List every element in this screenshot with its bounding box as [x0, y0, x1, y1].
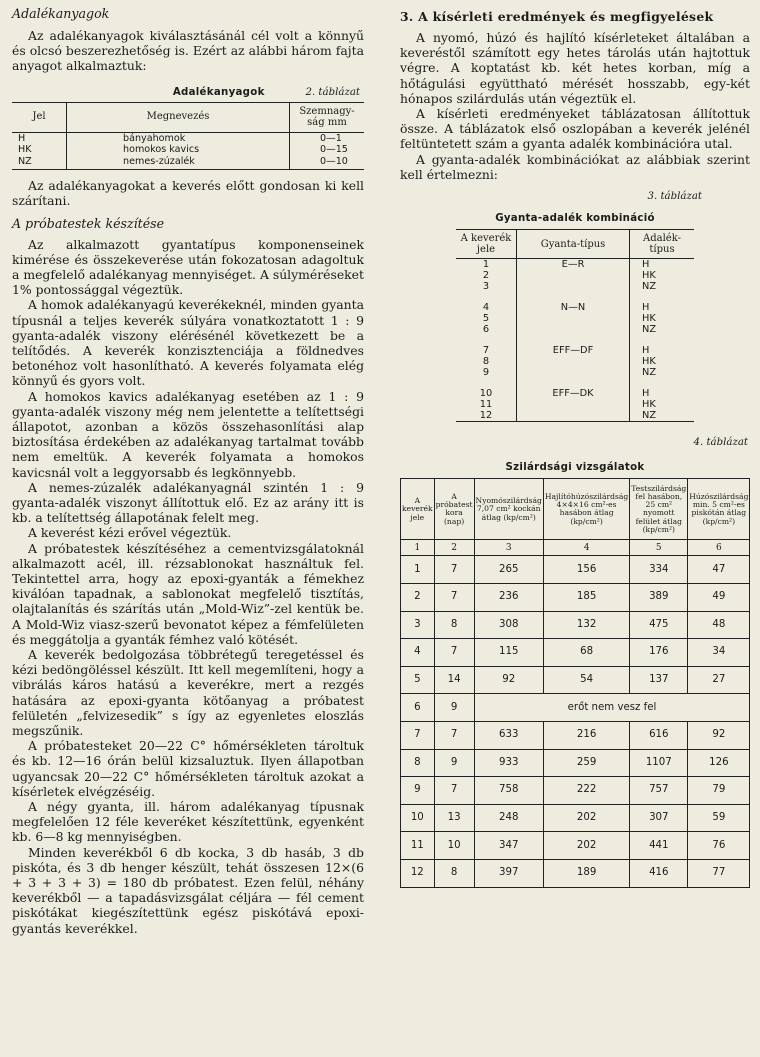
column-index: 3 [474, 540, 543, 556]
paragraph: A kísérleti eredményeket táblázatosan állítottuk össze. A táblázatok első oszlopában a keverék jelénél feltüntetett szám a gyanta adalék kombinációra utal. [400, 106, 750, 152]
resin-type [517, 270, 630, 281]
table-row [456, 399, 694, 410]
table-cell: 216 [543, 722, 629, 750]
table-cell: 389 [630, 584, 688, 612]
table4-header: Testszilárdság fel hasábon, 25 cm² nyomott felület átlag (kp/cm²) [630, 479, 688, 540]
aggregate-type: HK [642, 356, 656, 368]
mix-number: 1 [482, 259, 490, 271]
mix-number: 12 [456, 410, 517, 422]
table-cell: 27 [688, 666, 750, 694]
table4-label: 4. táblázat [693, 437, 748, 449]
table-row [401, 777, 750, 805]
table-cell: 1107 [630, 749, 688, 777]
mix-number: 5 [482, 313, 490, 325]
table-row [401, 722, 750, 750]
table-cell: 7 [434, 584, 474, 612]
table2-title: Adalékanyagok [172, 86, 265, 98]
aggregate-type: HK [642, 270, 656, 282]
table-cell: 9 [401, 777, 435, 805]
table3-header-mix: A keverék jele [456, 230, 517, 259]
table-row [456, 313, 694, 324]
table-cell: 9 [434, 749, 474, 777]
table-cell: 757 [630, 777, 688, 805]
table4-header: Húzószilárdság min. 5 cm²-es piskótán átlag (kp/cm²) [688, 479, 750, 540]
table-cell: 8 [434, 611, 474, 639]
paragraph: Az alkalmazott gyantatípus komponenseinek kimérése és összekeverése után fokozatosan adagoltuk a megfelelő adalékanyag mennyiséget. A súlyméréseket 1% pontossággal végeztük. [12, 236, 364, 298]
table3-caption [400, 190, 750, 203]
table-cell: 48 [688, 611, 750, 639]
mix-number: 6 [482, 324, 490, 336]
table-cell: 7 [434, 556, 474, 584]
aggregate-type: NZ [642, 367, 657, 379]
table-cell: 259 [543, 749, 629, 777]
resin-type [517, 367, 630, 378]
table-row [12, 156, 364, 170]
table-row [456, 270, 694, 281]
aggregates-intro: Az adalékanyagok kiválasztásánál cél volt a könnyű és olcsó beszerezhetőség is. Ezért az alábbi három fajta anyagot alkalmaztuk: [12, 28, 364, 74]
paragraph: Minden keverékből 6 db kocka, 3 db hasáb, 3 db piskóta, és 3 db henger készült, tehát összesen 12×(6 + 3 + 3 + 3) = 180 db próbatest. Ezen felül, néhány keverékből — a tapadásvizsgálat céljára — fél cement piskótákat kiegészítettünk egész piskótává epoxi-gyantás keverékkel. [12, 844, 364, 936]
drying-note: Az adalékanyagokat a keverés előtt gondosan ki kell szárítani. [12, 178, 364, 209]
column-index: 2 [434, 540, 474, 556]
aggregate-type: HK [642, 399, 656, 411]
table4-header: Nyomószilárdság 7,07 cm² kockán átlag (kp/cm²) [474, 479, 543, 540]
mix-number: 3 [482, 281, 490, 293]
table-cell: 758 [474, 777, 543, 805]
table-cell: 7 [401, 722, 435, 750]
mix-number: 2 [482, 270, 490, 282]
table-cell: 92 [688, 722, 750, 750]
resin-type [517, 410, 630, 422]
table-cell: 475 [630, 611, 688, 639]
table-row [456, 259, 694, 271]
resin-type [517, 324, 630, 335]
table-cell: H [18, 132, 26, 144]
table3-label: 3. táblázat [647, 191, 702, 203]
table-cell: 265 [474, 556, 543, 584]
table-cell: 202 [543, 832, 629, 860]
table-row [456, 356, 694, 367]
table2-header-size: Szemnagy-ság mm [290, 102, 365, 132]
table-cell: 416 [630, 859, 688, 887]
table-cell: NZ [12, 156, 67, 170]
mix-number: 8 [482, 356, 490, 368]
table-cell: 616 [630, 722, 688, 750]
table-cell: 1 [401, 556, 435, 584]
table-cell: 307 [630, 804, 688, 832]
table-cell: 3 [401, 611, 435, 639]
table-cell: 633 [474, 722, 543, 750]
table4-header: Hajlítóhúzószilárdság 4×4×16 cm²-es hasábon átlag (kp/cm²) [543, 479, 629, 540]
table2-header-name: Megnevezés [67, 102, 290, 132]
table-cell: 11 [401, 832, 435, 860]
table-cell: 79 [688, 777, 750, 805]
table-cell: 8 [434, 859, 474, 887]
table-row [401, 804, 750, 832]
table-cell: 12 [401, 859, 435, 887]
table-cell: 13 [434, 804, 474, 832]
table4-title: Szilárdsági vizsgálatok [505, 462, 645, 474]
paragraph: A nyomó, húzó és hajlító kísérleteket általában a keveréstől számított egy hetes tárolás után hajtottuk végre. A koptatást kb. két hetes korban, míg a hőtágulási együttható mérését hosszabb, egy-két hónapos szilárdulás után végeztük el. [400, 30, 750, 106]
table2-label: 2. táblázat [305, 86, 360, 98]
resin-type: N—N [517, 302, 630, 313]
paragraph: A keverést kézi erővel végeztük. [28, 525, 232, 541]
paragraph: A próbatestek készítéséhez a cementvizsgálatoknál alkalmazott acél, ill. rézsablonokat használtuk fel. Tekintettel arra, hogy az epoxi-gyanták a fémekhez kiválóan tapadnak, a sablonokat megfelelő tisztítás, olajtalanítás és szárítás után „Mold-Wiz”-zel kentük be. A Mold-Wiz viasz-szerű bevonatot képez a fémfelületen és meggátolja a gyanták fémhez való kötését. [12, 540, 364, 647]
table2-caption [12, 86, 364, 99]
table-cell: 334 [630, 556, 688, 584]
table-resin-aggregate [456, 229, 694, 422]
table-cell: 126 [688, 749, 750, 777]
aggregate-type: H [642, 302, 650, 314]
column-index: 4 [543, 540, 629, 556]
aggregate-type: NZ [630, 410, 695, 422]
table-row [401, 666, 750, 694]
table-spacer [456, 292, 694, 302]
aggregate-type: H [642, 345, 650, 357]
right-column [400, 0, 750, 888]
table-cell: 236 [474, 584, 543, 612]
table-aggregates [12, 102, 364, 171]
table-cell: 6 [401, 694, 435, 722]
paragraph: A homok adalékanyagú keverékeknél, minden gyanta típusnál a teljes keverék súlyára vonatkoztatott 1 : 9 gyanta-adalék viszony elérésénél következett be a telítődés. A keverék konzisztenciája a földnedves betonéhoz volt hasonlítható. A keverés folyamata elég könnyű és gyors volt. [12, 297, 364, 389]
table-cell: 189 [543, 859, 629, 887]
table-cell: 933 [474, 749, 543, 777]
mix-number: 11 [479, 399, 493, 411]
table-row [401, 556, 750, 584]
table-cell: 115 [474, 639, 543, 667]
resin-type [517, 281, 630, 292]
table-cell: 77 [688, 859, 750, 887]
table-cell: 137 [630, 666, 688, 694]
table-cell: nemes-zúzalék [67, 156, 290, 170]
table-row [401, 694, 750, 722]
aggregate-type: NZ [642, 281, 657, 293]
table-row [401, 611, 750, 639]
table-cell: 176 [630, 639, 688, 667]
table-cell: homokos kavics [67, 144, 290, 156]
table-cell: 397 [474, 859, 543, 887]
table-cell: 7 [434, 722, 474, 750]
table4-header: A próbatest kora (nap) [434, 479, 474, 540]
section-heading-specimens: A próbatestek készítése [12, 215, 165, 231]
paragraph: A keverék bedolgozása többrétegű teregetéssel és kézi bedöngöléssel készült. Itt kell megemlíteni, hogy a vibrálás káros hatású a keverékre, mert a rezgés hatására az epoxi-gyanta kötőanyag a próbatest felületén „felvizesedik” s így az egyenletes eloszlás megszűnik. [12, 647, 364, 739]
table-cell: 8 [401, 749, 435, 777]
table-row [456, 410, 694, 422]
aggregate-type: H [642, 259, 650, 271]
table-row [456, 367, 694, 378]
table-cell: 156 [543, 556, 629, 584]
table-cell: 7 [434, 777, 474, 805]
table-cell: 68 [543, 639, 629, 667]
table-cell: 0—10 [290, 156, 365, 170]
table-cell: 10 [401, 804, 435, 832]
table-spacer [456, 335, 694, 345]
table-cell: 0—1 [320, 132, 342, 144]
table-row [12, 132, 364, 144]
table-spacer [456, 378, 694, 388]
column-index: 1 [401, 540, 435, 556]
table-cell: 222 [543, 777, 629, 805]
paragraph: A próbatesteket 20—22 C° hőmérsékleten tároltuk és kb. 12—16 órán belül kizsaluztuk. Ilyen állapotban ugyancsak 20—22 C° hőmérsékleten tároltuk azokat a kísérletek elvégzéséig. [12, 738, 364, 799]
table-cell: 202 [543, 804, 629, 832]
table-cell: 10 [434, 832, 474, 860]
table-cell: 49 [688, 584, 750, 612]
table-row [401, 859, 750, 887]
table-row [401, 749, 750, 777]
table-cell: 54 [543, 666, 629, 694]
resin-type [517, 399, 630, 410]
table4-caption [400, 436, 750, 449]
table-cell: 2 [401, 584, 435, 612]
table3-header-agg: Adalék-típus [630, 230, 695, 259]
mix-number: 9 [482, 367, 490, 379]
table-cell: 7 [434, 639, 474, 667]
column-index: 5 [630, 540, 688, 556]
table-cell: 248 [474, 804, 543, 832]
resin-type [517, 313, 630, 324]
resin-type: EFF—DF [517, 345, 630, 356]
table-row [12, 144, 364, 156]
aggregate-type: H [642, 388, 650, 400]
table-row [401, 639, 750, 667]
table-cell: HK [18, 144, 32, 156]
table-cell: 441 [630, 832, 688, 860]
table-cell: 4 [401, 639, 435, 667]
table-cell: 34 [688, 639, 750, 667]
aggregate-type: HK [642, 313, 656, 325]
table-row [456, 302, 694, 313]
paragraph: A nemes-zúzalék adalékanyagnál szintén 1 : 9 gyanta-adalék viszonyt állítottuk elő. Ez az arány itt is kb. a telítettség állapotának felelt meg. [12, 479, 364, 526]
table-strength-tests [400, 478, 750, 887]
table-cell: 14 [434, 666, 474, 694]
table-cell: 308 [474, 611, 543, 639]
column-index: 6 [688, 540, 750, 556]
table-row [456, 324, 694, 335]
table2-header-code: Jel [12, 102, 67, 132]
table-row [401, 832, 750, 860]
table-cell: bányahomok [67, 132, 290, 144]
paragraph: A négy gyanta, ill. három adalékanyag típusnak megfelelően 12 féle keveréket készítettünk, egyenként kb. 6—8 kg mennyiségben. [12, 799, 364, 845]
mix-number: 10 [479, 388, 493, 400]
section-heading-aggregates: Adalékanyagok [12, 6, 110, 21]
table3-header-resin: Gyanta-típus [517, 230, 630, 259]
results-paragraphs [400, 30, 750, 182]
paragraph: A gyanta-adalék kombinációkat az alábbiak szerint kell értelmezni: [400, 151, 750, 182]
table-cell: 92 [474, 666, 543, 694]
table-cell: 347 [474, 832, 543, 860]
mix-number: 4 [482, 302, 490, 314]
table-cell: 132 [543, 611, 629, 639]
resin-type [517, 356, 630, 367]
table-cell: 76 [688, 832, 750, 860]
table-cell: 185 [543, 584, 629, 612]
paragraph: A homokos kavics adalékanyag esetében az 1 : 9 gyanta-adalék viszony még nem jelentette a telítettségi állapotot, azonban a közös összehasonlítási alap biztosítása érdekében az adalékanyag tartalmat tovább nem emeltük. A keverék folyamata a homokos kavicsnál volt a leggyorsabb és legkönnyebb. [12, 388, 364, 480]
table-row [456, 388, 694, 399]
resin-type: E—R [517, 259, 630, 271]
table-row [456, 345, 694, 356]
table-cell: 47 [688, 556, 750, 584]
table-cell: erőt nem vesz fel [474, 694, 750, 722]
section-heading-results: 3. A kísérleti eredmények és megfigyelések [400, 9, 714, 24]
table-cell: 0—15 [320, 144, 348, 156]
resin-type: EFF—DK [517, 388, 630, 399]
mix-number: 7 [482, 345, 490, 357]
table-cell: 5 [401, 666, 435, 694]
table3-title: Gyanta-adalék kombináció [495, 213, 655, 225]
table-cell: 59 [688, 804, 750, 832]
table-cell: 9 [434, 694, 474, 722]
table4-header: A keverék jele [401, 479, 435, 540]
table-row [401, 584, 750, 612]
aggregate-type: NZ [642, 324, 657, 336]
left-column [12, 0, 364, 936]
table-row [456, 281, 694, 292]
specimen-paragraphs [12, 237, 364, 936]
